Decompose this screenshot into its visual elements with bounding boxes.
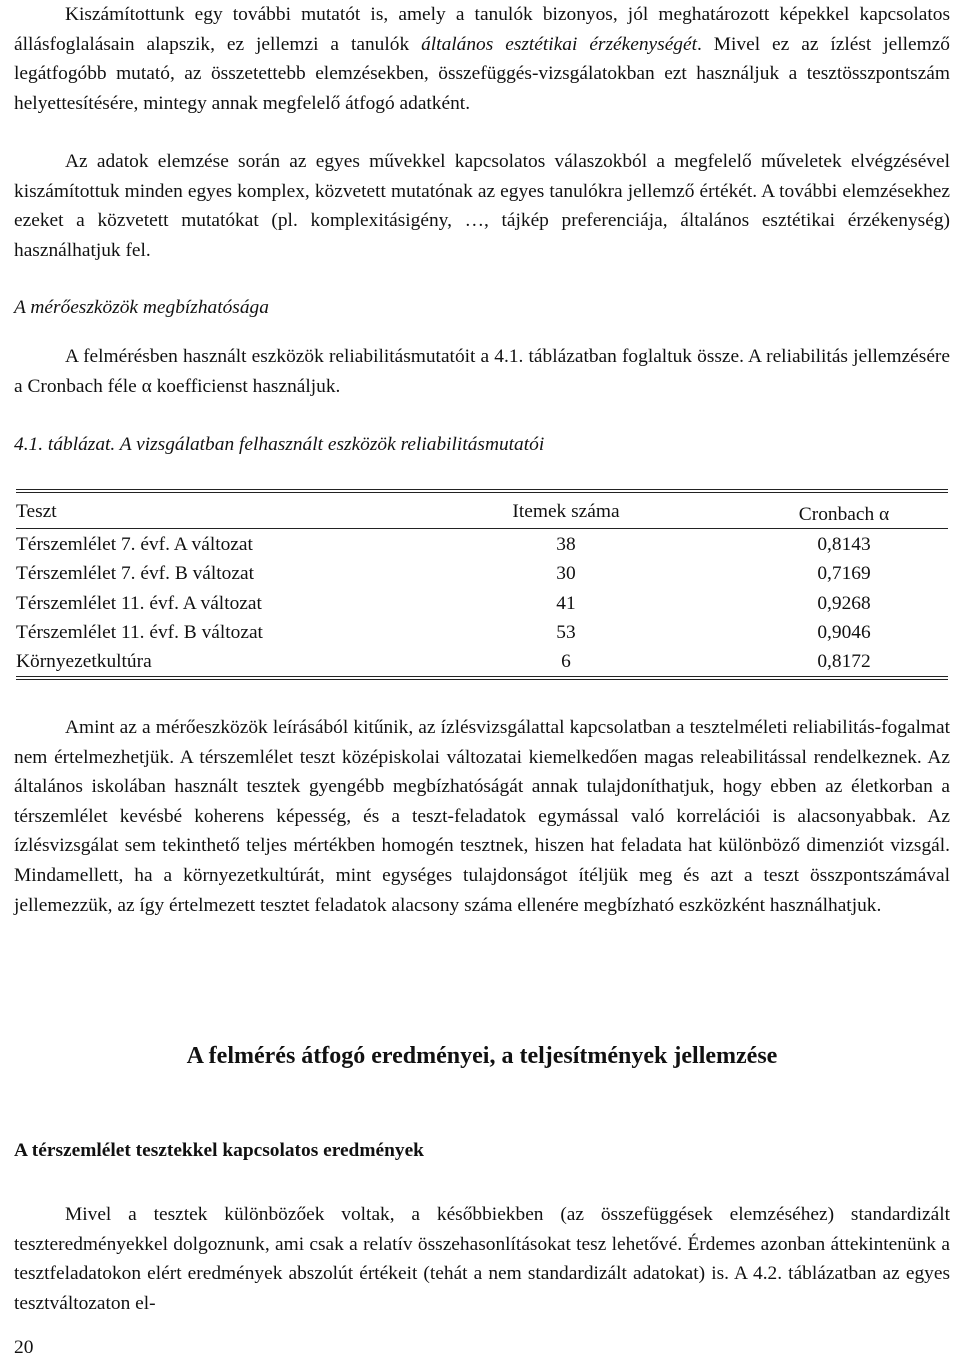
table-header-row — [16, 497, 948, 526]
table-cell-test: Környezetkultúra — [16, 651, 152, 672]
table-header-test: Teszt — [16, 501, 57, 522]
table-cell-items: 6 — [561, 651, 571, 672]
paragraph-reliability-intro: A felmérésben használt eszközök reliabilitásmutatóit a 4.1. táblázatban foglaltuk össze. A reliabilitás jellemzésére a Cronbach féle α koefficienst használjuk. — [14, 346, 950, 397]
table-cell-test: Térszemlélet 7. évf. A változat — [16, 534, 253, 555]
table-cell-alpha: 0,9268 — [817, 593, 871, 614]
table-cell-test: Térszemlélet 7. évf. B változat — [16, 563, 254, 584]
table-row — [16, 647, 948, 676]
subheading-reliability: A mérőeszközök megbízhatósága — [14, 297, 269, 318]
italic-term: általános esztétikai érzékenységét — [421, 33, 697, 55]
table-bottom-rule — [16, 676, 948, 680]
table-cell-alpha: 0,7169 — [817, 563, 871, 584]
paragraph-reliability-discussion: Amint az a mérőeszközök leírásából kitűnik, az ízlésvizsgálattal kapcsolatban a tesztelméleti reliabilitás-fogalmat nem értelmezhetjük. A térszemlélet teszt középiskolai változatai kiemelkedően magas releabilitással rendelkeznek. Az általános iskolában használt tesztek gyengébb megbízhatóságát annak tulajdoníthatjuk, hogy ebben az életkorban a térszemlélet kevésbé koherens képesség, és a teszt-feladatok egymással való korrelációi is alacsonyabbak. Az ízlésvizsgálat sem tekinthető teljes mértékben homogén tesztnek, hiszen hat feladata hat különböző dimenziót vizsgál. Mindamellett, ha a környezetkultúrát, mint egységes tulajdonságot ítéljük meg és azt a teszt összpontszámával jellemezzük, az így értelmezett tesztet feladatok alacsony száma ellenére megbízható eszközként használhatjuk. — [14, 717, 950, 916]
table-row — [16, 618, 948, 647]
table-header-cronbach: Cronbach α — [798, 504, 890, 525]
table-cell-test: Térszemlélet 11. évf. A változat — [16, 593, 262, 614]
table-row — [16, 530, 948, 559]
table-cell-items: 53 — [556, 622, 576, 643]
page-number: 20 — [14, 1337, 34, 1358]
paragraph-spatial-results: Mivel a tesztek különbözőek voltak, a későbbiekben (az összefüggések elemzéséhez) standardizált teszteredményekkel dolgoznunk, ami csak a relatív összehasonlításokat tesz lehetővé. Érdemes azonban áttekintenünk a tesztfeladatokon elért eredmények abszolút értékeit (tehát a nem standardizált adatokat) is. A 4.2. táblázatban az egyes tesztváltozaton el- — [14, 1204, 950, 1314]
table-header-items: Itemek száma — [512, 501, 620, 522]
table-row — [16, 589, 948, 618]
table-cell-items: 30 — [556, 563, 576, 584]
paragraph-text: Kiszámítottunk egy további mutatót is, amely a tanulók bizonyos, jól meghatározott képekkel kapcsolatos állásfoglalásain alapszik, ez jellemzi a tanulók — [14, 4, 950, 55]
table-cell-items: 38 — [556, 534, 576, 555]
paragraph-aesthetic-index — [14, 0, 950, 118]
table-row — [16, 559, 948, 588]
table-cell-alpha: 0,9046 — [817, 622, 871, 643]
paragraph-text: . Mivel ez az ízlést jellemző legátfogóbb mutató, az összetettebb elemzésekben, összefüggés-vizsgálatokban ezt használjuk a tesztösszpontszám helyettesítésére, mintegy annak megfelelő átfogó adatként. — [14, 33, 950, 114]
subsection-heading: A térszemlélet tesztekkel kapcsolatos eredmények — [14, 1140, 424, 1161]
table-header-rule — [16, 528, 948, 529]
table-top-rule — [16, 489, 948, 493]
table-cell-alpha: 0,8172 — [817, 651, 871, 672]
table-caption: 4.1. táblázat. A vizsgálatban felhasznált eszközök reliabilitásmutatói — [14, 434, 545, 455]
table-cell-alpha: 0,8143 — [817, 534, 871, 555]
section-heading: A felmérés átfogó eredményei, a teljesítmények jellemzése — [186, 1043, 778, 1069]
table-cell-items: 41 — [556, 593, 576, 614]
paragraph-data-analysis: Az adatok elemzése során az egyes művekkel kapcsolatos válaszokból a megfelelő műveletek elvégzésével kiszámítottuk minden egyes komplex, közvetett mutatónak az egyes tanulókra jellemző értékét. A további elemzésekhez ezeket a közvetett mutatókat (pl. komplexitásigény, …, tájkép preferenciája, általános esztétikai érzékenység) használhatjuk fel. — [14, 151, 950, 261]
table-cell-test: Térszemlélet 11. évf. B változat — [16, 622, 263, 643]
